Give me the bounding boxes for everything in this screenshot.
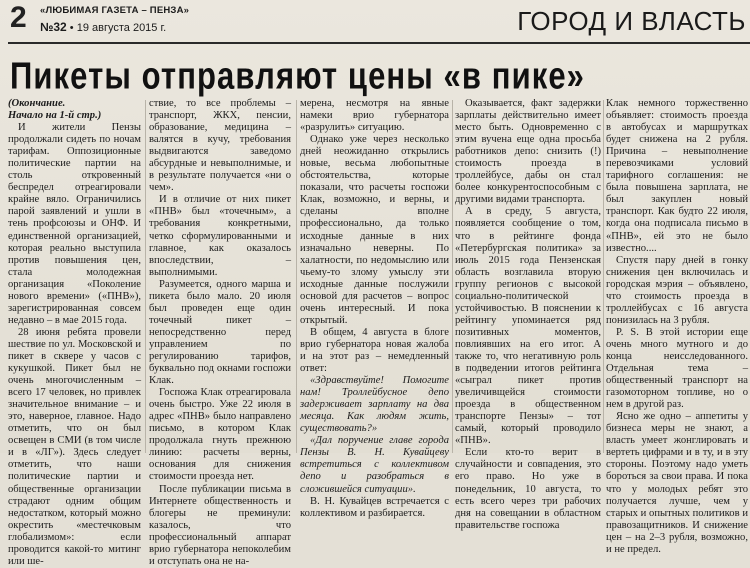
paragraph: И жители Пензы продолжали сидеть по ночам тарифам. Оппозиционные политические партии на столь откровенный беспредел отреагировали крайне вяло. Ограничились парой заявлений и ушли в тень профсоюзы и ОНФ. И единственной организацией, которая реально выступила против повышения цен, стала молодежная организация «Поколение нового времени» («ПНВ»), зарегистрированная совсем недавно – в мае 2015 года.: [8, 122, 141, 326]
article-column-5: [606, 98, 748, 555]
paragraph: Госпожа Клак отреагировала очень быстро. Уже 22 июля в адрес «ПНВ» было направлено письмо, в котором Клак продолжала гнуть прежнюю линию: расчеты верны, основания для снижения стоимости проезда нет.: [149, 387, 291, 483]
paragraph: Если кто-то верит в случайности и совпадения, это его право. Но уже в понедельник, 10 августа, то есть всего через три рабочих дня на совещании в областном правительстве госпожа: [455, 447, 601, 531]
paragraph: P. S. В этой истории еще очень много мутного и до конца неисследованного. Отдельная тема – общественный транспорт на газомоторном топливе, но о нем в другой раз.: [606, 326, 748, 411]
column-divider: [603, 100, 604, 453]
paragraph: Спустя пару дней в гонку снижения цен включилась и городская мэрия – объявлено, что стоимость проезда в троллейбусах с 16 августа понизилась на 3 рубля.: [606, 254, 748, 326]
paragraph: Клак немного торжественно объявляет: стоимость проезда в автобусах и маршрутках будет снижена на 2 рубля. Причина – невыполнение перевозчиками условий тарифного соглашения: не была повышена зарплата, не был закуплен новый транспорт. Как будто 22 июля, когда она подписала письмо в «ПНВ», ей это не было известно....: [606, 98, 748, 254]
article-column-3: [300, 98, 449, 519]
paragraph: В общем, 4 августа в блоге врио губернатора новая жалоба и на этот раз – немедленный ответ:: [300, 326, 449, 375]
paragraph: Разумеется, одного марша и пикета было мало. 20 июля был проведен еще один точечный пикет – непосредственно перед управлением по регулированию тарифов, буквально под окнами госпожи Клак.: [149, 278, 291, 387]
continuation-note-2: Начало на 1-й стр.): [8, 110, 102, 122]
paragraph: ствие, то все проблемы – транспорт, ЖКХ, пенсии, образование, медицина – валятся в кучу, требования выдвигаются заведомо абсурдные и невыполнимые, и в результате получается «ни о чем».: [149, 98, 291, 194]
continuation-note: (Окончание.: [8, 98, 66, 109]
issue-number: №32: [40, 20, 67, 34]
paragraph: 28 июня ребята провели шествие по ул. Московской и пикет в сквере у часов с кукушкой. Пикет был не очень многочисленным – всего 17 человек, но привлек значительное внимание – и это, наверное, главное. Надо отметить, что он был освещен в СМИ (в том числе и в «ЛГ»). Здесь следует отметить, что наши политические партии и общественные организации страдают одним общим недостатком, который можно окрестить «местечковым глобализмом»: если проводится какой-то митинг или ше-: [8, 326, 141, 567]
paragraph: Ясно же одно – аппетиты у бизнеса меры не знают, а власть умеет жонглировать и вертеть цифрами и в ту, и в эту стороны. Поэтому надо уметь бороться за свои права. И пока что у молодых ребят это получается лучше, чем у старых и опытных политиков и правозащитников. И снижение цен – на 2–3 рубля, возможно, и не предел.: [606, 411, 748, 555]
quoted-reply: «Дал поручение главе города Пензы В. Н. Кувайцеву встретиться с коллективом депо и разобраться в сложившейся ситуации».: [300, 435, 449, 495]
paragraph: Оказывается, факт задержки зарплаты действительно имеет место быть. Одновременно с этим вучена еще одна просьба работников депо: снизить (!) стоимость проезда в троллейбусе, дабы он стал более конкурентоспособным с другими видами транспорта.: [455, 98, 601, 206]
issue-date-separator: •: [69, 22, 77, 34]
issue-date: 19 августа 2015 г.: [76, 22, 167, 34]
paragraph: мерена, несмотря на явные намеки врио губернатора «разрулить» ситуацию.: [300, 98, 449, 134]
article-column-1: [8, 98, 141, 567]
paragraph: После публикации письма в Интернете общественность и блогеры не преминули: казалось, что профессиональный аппарат врио губернатора непоколебим и отступать она не на-: [149, 483, 291, 567]
paragraph: В. Н. Кувайцев встречается с коллективом и разбирается.: [300, 495, 449, 519]
paper-name: «ЛЮБИМАЯ ГАЗЕТА – ПЕНЗА»: [40, 5, 190, 16]
paragraph: И в отличие от них пикет «ПНВ» был «точечным», а требования конкретными, четко сформулированными и главное, как оказалось впоследствии, – выполнимыми.: [149, 194, 291, 278]
page-number: 2: [10, 1, 27, 34]
column-divider: [145, 100, 146, 453]
column-divider: [452, 100, 453, 453]
paragraph: А в среду, 5 августа, появляется сообщение о том, что в рейтинге фонда «Петербургская политика» за июль 2015 года Пензенская область возглавила вторую группу регионов с высокой социально-политической устойчивостью. В пояснении к рейтингу упоминается ряд позитивных моментов, повлиявших на его итог. А также то, что негативную роль в подведении итогов рейтинга «сыграл пикет против увеличивщейся стоимости проезда в общественном транспорте Пензы» – тот самый, который проводило «ПНВ».: [455, 206, 601, 447]
article-column-2: [149, 98, 291, 567]
header-rule: [8, 42, 750, 44]
issue-line: [40, 20, 166, 34]
masthead: [0, 0, 750, 46]
column-divider: [296, 100, 297, 453]
article-column-4: [455, 98, 601, 531]
article-headline: Пикеты отправляют цены «в пике»: [10, 54, 586, 98]
paragraph: Однако уже через несколько дней неожиданно открылись новые, весьма любопытные обстоятельства, которые показали, что расчеты госпожи Клак, возможно, и верны, и сделаны вполне профессионально, да только исходные данные в них изначально неверны. По халатности, по недомыслию или чьему-то злому умыслу эти исходные данные послужили основой для расчетов – вопрос очень интересный. И пока открытый.: [300, 134, 449, 326]
section-title: ГОРОД И ВЛАСТЬ: [517, 6, 746, 36]
quoted-complaint: «Здравствуйте! Помогите нам! Троллейбусное депо задерживает зарплату на два месяца. Как людям жить, существовать?»: [300, 375, 449, 435]
